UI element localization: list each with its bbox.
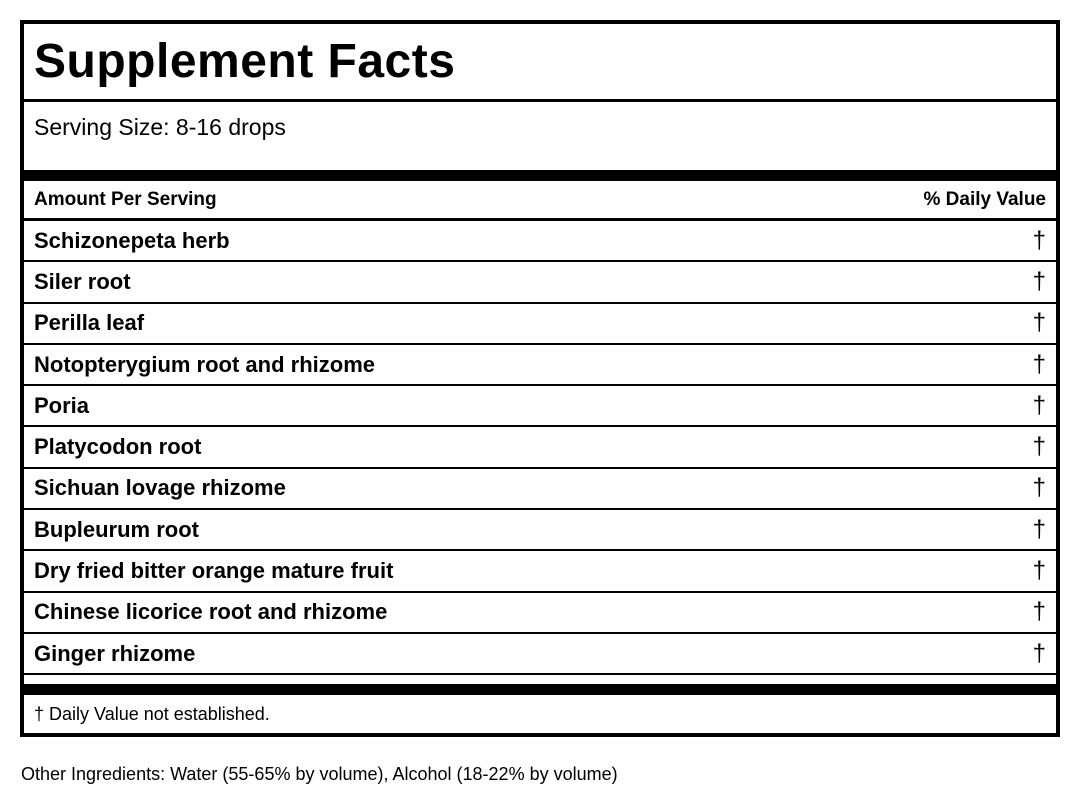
ingredient-name: Poria: [34, 392, 90, 418]
ingredient-row: [24, 634, 1056, 675]
ingredient-row: [24, 262, 1056, 303]
ingredient-name: Schizonepeta herb: [34, 227, 230, 253]
footnote: † Daily Value not established.: [34, 703, 270, 724]
daily-value-mark: †: [1032, 515, 1046, 543]
ingredient-name: Dry fried bitter orange mature fruit: [34, 558, 394, 584]
ingredient-row: [24, 345, 1056, 386]
ingredient-name: Sichuan lovage rhizome: [34, 475, 286, 501]
title-row: [24, 24, 1056, 102]
ingredient-name: Perilla leaf: [34, 310, 145, 336]
ingredient-name: Platycodon root: [34, 434, 202, 460]
daily-value-mark: †: [1032, 267, 1046, 295]
daily-value-mark: †: [1032, 474, 1046, 502]
ingredient-row: [24, 386, 1056, 427]
ingredient-row: [24, 427, 1056, 468]
ingredient-name: Chinese licorice root and rhizome: [34, 599, 388, 625]
daily-value-mark: †: [1032, 226, 1046, 254]
serving-size-row: [24, 102, 1056, 181]
ingredient-name: Notopterygium root and rhizome: [34, 351, 375, 377]
other-ingredients: Other Ingredients: Water (55-65% by volume), Alcohol (18-22% by volume): [21, 764, 618, 784]
ingredient-name: Ginger rhizome: [34, 640, 196, 666]
serving-size: Serving Size: 8-16 drops: [34, 114, 286, 140]
ingredient-row: [24, 510, 1056, 551]
daily-value-mark: †: [1032, 557, 1046, 585]
ingredient-row: [24, 304, 1056, 345]
amount-per-serving-header: Amount Per Serving: [34, 188, 217, 210]
daily-value-mark: †: [1032, 350, 1046, 378]
daily-value-mark: †: [1032, 433, 1046, 461]
ingredient-row: [24, 593, 1056, 634]
ingredient-name: Bupleurum root: [34, 516, 199, 542]
column-header-row: [24, 181, 1056, 221]
ingredient-row: [24, 221, 1056, 262]
daily-value-mark: †: [1032, 391, 1046, 419]
daily-value-header: % Daily Value: [923, 188, 1046, 210]
thick-divider: [24, 675, 1056, 695]
footnote-row: [24, 695, 1056, 733]
daily-value-mark: †: [1032, 598, 1046, 626]
ingredient-row: [24, 469, 1056, 510]
label-title: Supplement Facts: [34, 34, 456, 88]
ingredient-name: Siler root: [34, 268, 131, 294]
daily-value-mark: †: [1032, 639, 1046, 667]
ingredient-row: [24, 551, 1056, 592]
daily-value-mark: †: [1032, 309, 1046, 337]
supplement-facts-label: [20, 20, 1060, 737]
